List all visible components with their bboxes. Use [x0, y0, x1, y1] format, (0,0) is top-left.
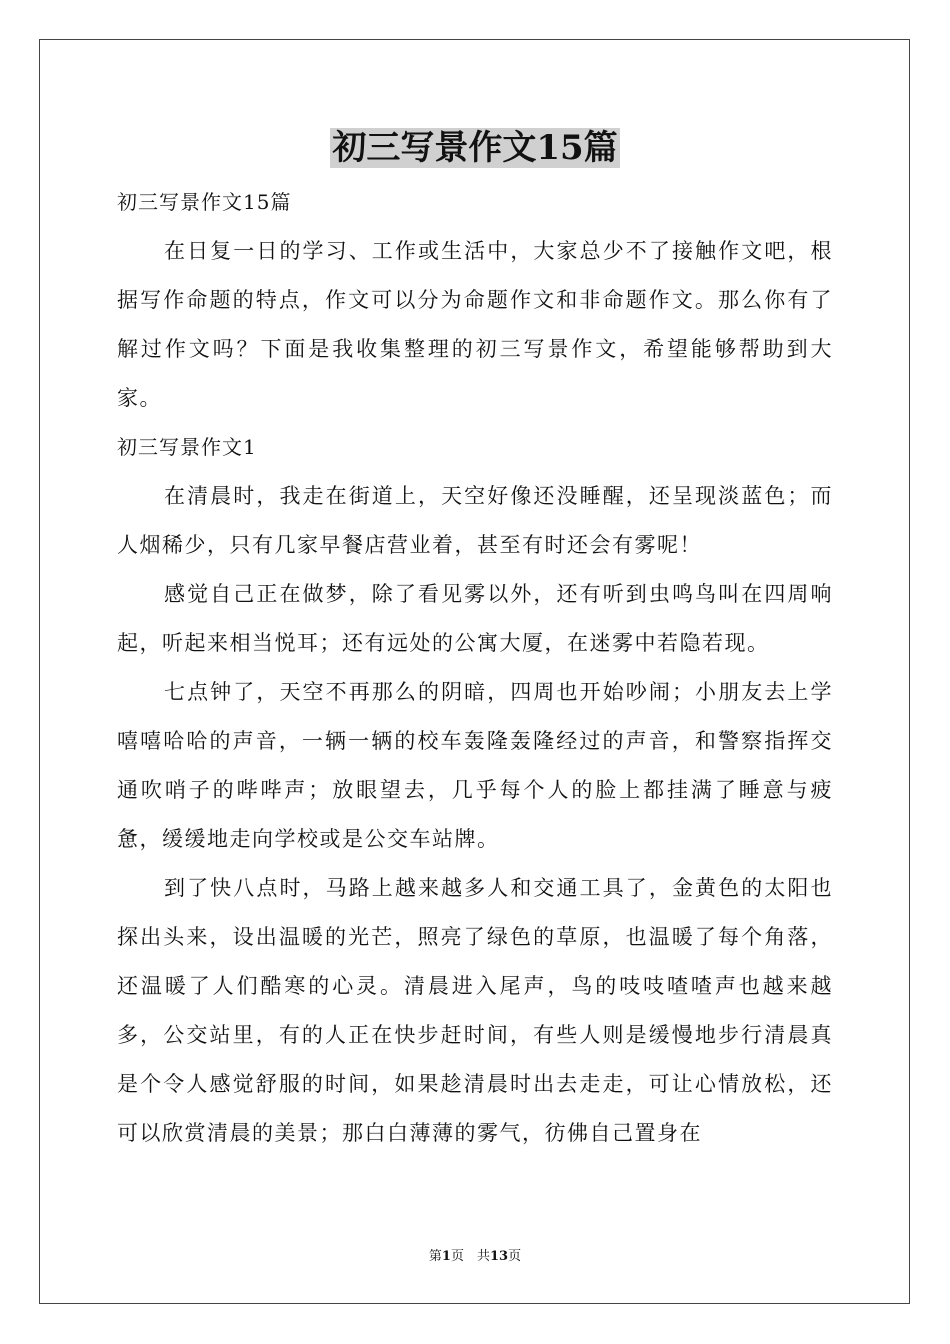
intro-paragraph: 在日复一日的学习、工作或生活中，大家总少不了接触作文吧，根据写作命题的特点，作文可以分为命题作文和非命题作文。那么你有了解过作文吗？下面是我收集整理的初三写景作文，希望能够帮助到大家。: [117, 239, 833, 410]
document-subtitle: 初三写景作文15篇: [117, 190, 292, 214]
body-paragraph-1: 在清晨时，我走在街道上，天空好像还没睡醒，还呈现淡蓝色；而人烟稀少，只有几家早餐店营业着，甚至有时还会有雾呢！: [117, 484, 833, 557]
document-title-text: 初三写景作文15篇: [332, 128, 618, 168]
body-paragraph-3: 七点钟了，天空不再那么的阴暗，四周也开始吵闹；小朋友去上学嘻嘻哈哈的声音，一辆一辆的校车轰隆轰隆经过的声音，和警察指挥交通吹哨子的哔哔声；放眼望去，几乎每个人的脸上都挂满了睡意与疲惫，缓缓地走向学校或是公交车站牌。: [117, 680, 833, 851]
body-paragraph-4: 到了快八点时，马路上越来越多人和交通工具了，金黄色的太阳也探出头来，设出温暖的光芒，照亮了绿色的草原，也温暖了每个角落，还温暖了人们酷寒的心灵。清晨进入尾声，鸟的吱吱喳喳声也越来越多，公交站里，有的人正在快步赶时间，有些人则是缓慢地步行清晨真是个令人感觉舒服的时间，如果趁清晨时出去走走，可让心情放松，还可以欣赏清晨的美景；那白白薄薄的雾气，彷佛自己置身在: [117, 876, 833, 1145]
document-body: [117, 178, 833, 1158]
footer-mid: 页 共: [450, 1249, 490, 1264]
footer-current-page: 1: [441, 1249, 451, 1264]
footer-total-pages: 13: [489, 1249, 509, 1264]
page-footer: [0, 1248, 950, 1266]
footer-suffix: 页: [508, 1249, 522, 1264]
footer-prefix: 第: [428, 1249, 442, 1264]
document-title: [0, 125, 950, 171]
section-heading: 初三写景作文1: [117, 435, 257, 459]
body-paragraph-2: 感觉自己正在做梦，除了看见雾以外，还有听到虫鸣鸟叫在四周响起，听起来相当悦耳；还有远处的公寓大厦，在迷雾中若隐若现。: [117, 582, 833, 655]
